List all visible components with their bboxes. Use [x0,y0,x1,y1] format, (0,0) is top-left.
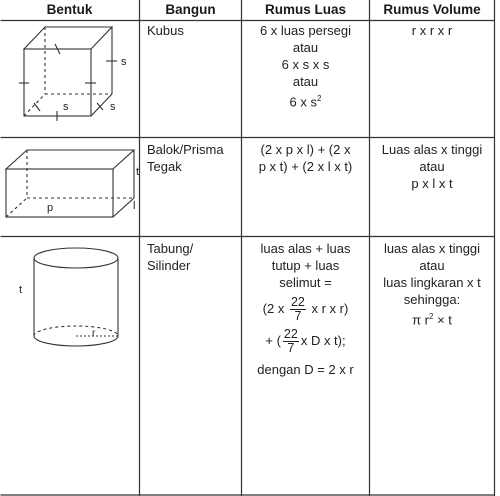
luas-balok-line: p x t) + (2 x l x t) [258,159,353,174]
cube-label-s-bottom: s [63,101,69,113]
bangun-balok-line: Balok/Prisma [147,142,224,157]
cylinder-label-t: t [19,284,23,296]
volume-tabung-line: sehingga: [403,292,461,307]
cuboid-label-l: l [133,200,136,212]
volume-tabung-line: atau [419,258,445,273]
cylinder-figure [0,237,139,367]
cuboid-figure [0,138,139,236]
volume-balok-line: atau [419,159,445,174]
luas-tabung-formula-1: (2 x $\frac{22}{7}$ x r x r) [262,295,349,323]
header-bangun: Bangun [165,2,216,17]
luas-tabung-line: luas alas + luas [260,241,351,256]
cube-label-s-depth: s [110,101,116,113]
volume-balok-line: p x l x t [411,176,453,191]
luas-kubus-line: 6 x luas persegi [259,23,352,38]
bangun-kubus: Kubus [147,23,184,38]
volume-tabung-line: luas alas x tinggi [383,241,481,256]
volume-balok [370,141,494,192]
header-rumus-volume: Rumus Volume [383,2,481,17]
cube-label-s-right: s [121,56,127,68]
cuboid-label-p: p [47,202,54,214]
luas-kubus [242,22,369,110]
bangun-tabung [147,240,193,274]
bangun-tabung-line: Tabung/ [147,241,194,256]
volume-tabung-line: luas lingkaran x t [383,275,481,290]
luas-tabung [242,240,369,378]
header-bentuk: Bentuk [46,2,93,17]
bangun-balok [147,141,224,175]
luas-kubus-line: atau [292,74,319,89]
fraction-22-7: $\frac{22}{7}$ [290,295,305,323]
luas-tabung-line: dengan D = 2 x r [257,362,354,377]
luas-kubus-line: 6 x s x s [281,57,330,72]
cuboid-label-t: t [136,166,139,178]
fraction-22-7: $\frac{22}{7}$ [283,327,298,355]
bangun-balok-line: Tegak [147,159,182,174]
luas-tabung-formula-2: + ( $\frac{22}{7}$ x D x t); [265,327,346,355]
luas-balok-line: (2 x p x l) + (2 x [260,142,351,157]
luas-tabung-line: selimut = [279,275,332,290]
header-rumus-luas: Rumus Luas [264,2,346,17]
luas-kubus-line: atau [292,40,319,55]
volume-balok-line: Luas alas x tinggi [381,142,483,157]
luas-tabung-line: tutup + luas [271,258,340,273]
volume-tabung-line: π $r^2 \times t$ [412,312,452,328]
luas-kubus-line: 6 x $s^2$ [289,94,322,110]
cylinder-label-r: r [92,328,96,339]
volume-tabung [370,240,494,328]
bangun-tabung-line: Silinder [147,258,191,273]
cube-figure [0,21,139,137]
volume-kubus: r x r x r [411,23,453,38]
luas-balok [242,141,369,175]
